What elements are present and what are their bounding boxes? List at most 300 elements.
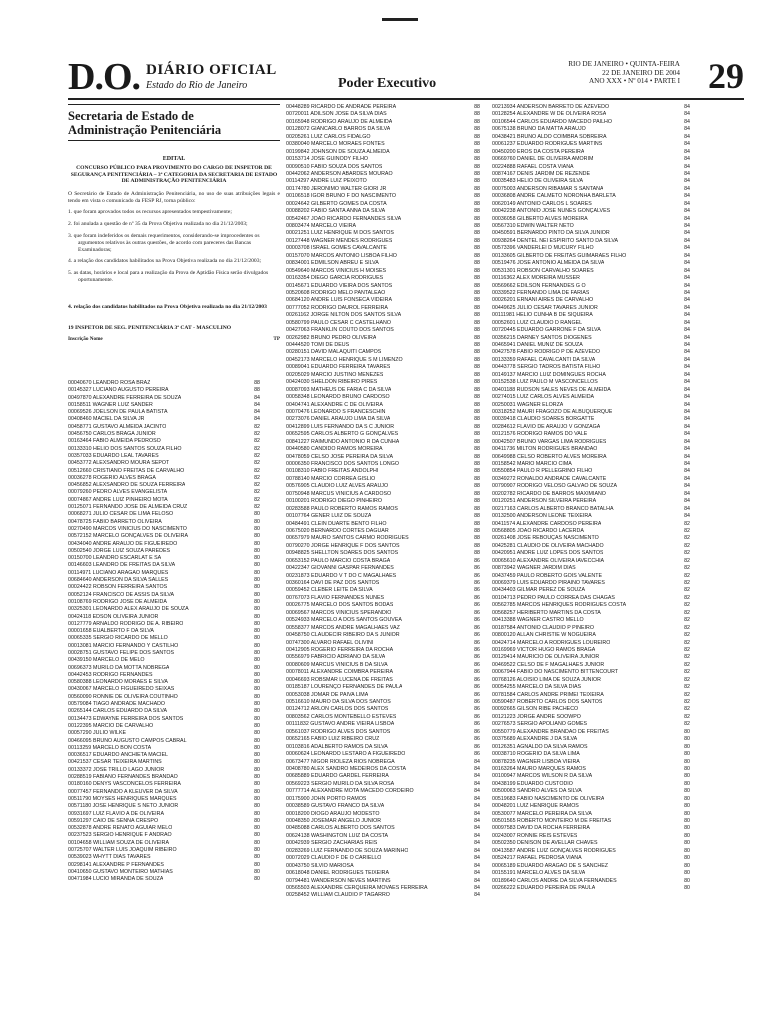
candidate-score: 80: [684, 884, 690, 891]
candidate-name: 00458771 GUSTAVO ALMEIDA JACINTO: [68, 423, 167, 430]
candidate-score: 80: [684, 832, 690, 839]
candidate-score: 84: [684, 356, 690, 363]
candidate-name: 00104658 WILLIAM SOUZA DE OLIVEIRA: [68, 839, 169, 846]
candidate-score: 84: [684, 490, 690, 497]
candidate-score: 86: [474, 691, 480, 698]
candidate-name: 00404741 ALEXANDRE C DE OLIVEIRA: [286, 401, 383, 408]
candidate-score: 88: [474, 111, 480, 118]
candidate-score: 82: [254, 482, 260, 489]
candidate-name: 00072029 CLAUDIO F DE O CARIELLO: [286, 855, 382, 862]
candidate-score: 80: [684, 818, 690, 824]
candidate-name: 00202782 RICARDO DE BARROS MAXIMIANO: [492, 490, 606, 497]
candidate-row: [286, 595, 480, 602]
notice-item: 1. que foram aprovados todos os recursos apresentados tempestivamente;: [68, 209, 232, 216]
candidate-name: 00108310 FABIO FREITAS ANDOLPHI: [286, 468, 379, 475]
candidate-row: [492, 751, 690, 758]
candidate-name: 00502350 DENISON DE AVELLAR CHAVES: [492, 840, 598, 847]
candidate-score: 82: [684, 691, 690, 698]
notice-item: 3. que foram indeferidos os demais requerimentos, considerando-se improcedentes os argumentos relativos às outras questões, de acordo com pareceres das Bancas Examinadoras;: [68, 232, 260, 253]
candidate-row: [68, 511, 260, 518]
candidate-score: 80: [254, 562, 260, 569]
candidate-name: 00542467 JOÃO RICARDO FERNANDES SILVA: [286, 215, 402, 222]
candidate-row: [286, 558, 480, 565]
notice-title: CONCURSO PÚBLICO PARA PROVIMENTO DO CARGO DE INSPETOR DE SEGURANÇA PENITENCIÁRIA – 3ª CATEGORIA DA SECRETARIA DE ESTADO DE ADMINISTRAÇÃO PENITENCIÁRIA: [70, 165, 278, 185]
candidate-name: 00356215 DARNEY SANTOS DIÓGENES: [492, 334, 592, 341]
candidate-name: 00132500 ANDERSON LEONE TEIXEIRA: [492, 513, 592, 520]
candidate-row: [68, 606, 260, 613]
candidate-score: 80: [254, 671, 260, 678]
candidate-name: 00185187 LOURENÇO FERNANDES DE PAULA: [286, 684, 403, 691]
candidate-score: 82: [684, 557, 690, 564]
candidate-row: [68, 679, 260, 686]
candidate-score: 82: [684, 669, 690, 676]
candidate-name: 00567310 EDWIN WALTER NETO: [492, 223, 574, 229]
candidate-name: 00237523 SERGIO HENRIQUE F ANDRÃO: [68, 832, 172, 839]
candidate-row: [286, 714, 480, 721]
candidate-score: 84: [474, 862, 480, 869]
candidate-name: 00569223 SÉRGIO MURILO DA SILVA ROSA: [286, 780, 395, 787]
candidate-score: 88: [474, 520, 480, 527]
candidate-name: 00424030 SHELDON RIBEIRO PIRES: [286, 379, 378, 386]
candidate-name: 00048350 JOSEMAR ANGELO JUNIOR: [286, 818, 382, 824]
candidate-score: 84: [684, 193, 690, 200]
candidate-name: 00080609 MARCUS VINICIUS B DA SILVA: [286, 661, 388, 668]
candidate-score: 82: [684, 632, 690, 639]
candidate-row: [286, 848, 480, 855]
candidate-score: 80: [254, 547, 260, 554]
candidate-row: [286, 305, 480, 312]
candidate-score: 88: [474, 394, 480, 401]
candidate-name: 00408460 MACIEL DA SILVA JR: [68, 416, 145, 423]
candidate-name: 00070476 LEONARDO S FRANCESCHIN: [286, 408, 386, 415]
candidate-score: 88: [474, 267, 480, 274]
candidate-row: [68, 431, 260, 438]
candidate-row: [286, 416, 480, 423]
candidate-score: 88: [474, 379, 480, 386]
candidate-name: 00048201 LUIZ HENRIQUE RAMOS: [492, 803, 579, 810]
candidate-name: 00038710 ROGÉRIO DA SILVA LIMA: [492, 751, 580, 758]
candidate-score: 80: [254, 810, 260, 817]
candidate-name: 00280151 DAVID MALAQUITI CAMPOS: [286, 349, 382, 356]
candidate-name: 00669760 DANIEL DE OLIVEIRA AMORIM: [492, 156, 594, 163]
candidate-row: [492, 275, 690, 282]
candidate-score: 84: [684, 468, 690, 475]
candidate-row: [492, 268, 690, 275]
candidate-score: 80: [684, 758, 690, 765]
candidate-name: 00003708 ISRAEL GOMES CAVALCANTE: [286, 245, 387, 252]
candidate-name: 00571180 JOSÉ HENRIQUE S NETO JÚNIOR: [68, 803, 179, 810]
candidate-name: 00437459 PAULO ROBERTO GOIS VALENTE: [492, 572, 603, 579]
candidate-name: 00163264 MAURO MARQUES RAMOS: [492, 765, 586, 772]
candidate-score: 84: [254, 409, 260, 416]
candidate-row: [492, 260, 690, 267]
candidate-row: [286, 640, 480, 647]
candidate-score: 80: [254, 701, 260, 708]
candidate-name: 00150700 LEANDRO ESCARLAT E SÁ: [68, 555, 162, 562]
candidate-score: 86: [474, 602, 480, 609]
candidate-score: 84: [684, 371, 690, 378]
candidate-score: 88: [474, 208, 480, 215]
candidate-name: 00684120 ANDRÉ LUIS FONSECA VIDEIRA: [286, 297, 392, 304]
candidate-row: [492, 863, 690, 870]
candidate-row: [286, 744, 480, 751]
candidate-name: 00448289 RICARDO DE ANDRADE PEREIRA: [286, 104, 397, 110]
candidate-row: [68, 745, 260, 752]
candidate-row: [492, 245, 690, 252]
list-column-headers: [68, 336, 280, 342]
candidate-name: 00569662 EDILSON FERNANDES G O: [492, 282, 586, 289]
candidate-row: [286, 216, 480, 223]
candidate-row: [492, 513, 690, 520]
candidate-score: 80: [254, 861, 260, 868]
candidate-name: 00421537 CÉSAR TEIXEIRA MARTINS: [68, 759, 162, 766]
candidate-row: [68, 475, 260, 482]
candidate-name: 00519476 JOSÉ ANTONIO ALMEIDA DA SILVA: [492, 260, 605, 267]
candidate-row: [492, 840, 690, 847]
candidate-name: 00067944 FÁBIO DO NASCIMENTO BITTENCOURT: [492, 669, 619, 676]
candidate-name: 00114297 ANDRÉ LUIZ PEIXOTO: [286, 178, 367, 185]
candidate-score: 80: [254, 766, 260, 773]
candidate-score: 82: [254, 431, 260, 438]
candidate-row: [68, 548, 260, 555]
candidate-score: 82: [684, 594, 690, 601]
candidate-score: 80: [254, 715, 260, 722]
candidate-row: [68, 562, 260, 569]
candidate-score: 88: [474, 513, 480, 520]
candidate-name: 00530077 MARCELO PEREIRA DA SILVA: [492, 810, 592, 817]
candidate-name: 00187584 ANTONIO CLÁUDIO P PINEIRO: [492, 624, 594, 631]
candidate-name: 00420951 ANDRÉ LUIZ LOPES DOS SANTOS: [492, 550, 604, 557]
candidate-score: 84: [474, 795, 480, 802]
notice-item: 2. foi anulada a questão de nº 35 da Prova Objetiva realizada no dia 21/12/2003;: [68, 221, 248, 228]
candidate-name: 00133372 JOSÉ TRILLO LAGO JÚNIOR: [68, 766, 165, 773]
candidate-name: 00153714 JOSÉ GUINODY FILHO: [286, 156, 369, 163]
candidate-row: [286, 119, 480, 126]
candidate-name: 00107764 GENER LUIZ DE SOUZA: [286, 513, 372, 520]
candidate-row: [286, 283, 480, 290]
candidate-score: 86: [474, 713, 480, 720]
issue-number: ANO XXX • Nº 014 • PARTE I: [588, 77, 680, 86]
candidate-score: 88: [474, 215, 480, 222]
candidate-score: 88: [474, 148, 480, 155]
candidate-name: 00442453 RODRIGO FERNANDES: [68, 671, 153, 678]
candidate-row: [286, 543, 480, 550]
candidate-row: [286, 811, 480, 818]
candidate-score: 84: [684, 401, 690, 408]
candidate-row: [492, 543, 690, 550]
candidate-score: 82: [684, 661, 690, 668]
candidate-score: 80: [254, 620, 260, 627]
candidate-name: 00021251 LUIZ HENRIQUE M DOS SANTOS: [286, 230, 394, 237]
candidate-name: 00478725 FÁBIO BARRETO OLIVEIRA: [68, 518, 162, 525]
candidate-row: [68, 453, 260, 460]
candidate-row: [492, 855, 690, 862]
candidate-score: 80: [254, 598, 260, 605]
candidate-row: [492, 483, 690, 490]
candidate-name: 00931697 LUIZ FLÁVIO A DE OLIVEIRA: [68, 810, 164, 817]
candidate-row: [68, 832, 260, 839]
candidate-score: 86: [474, 706, 480, 713]
candidate-row: [492, 662, 690, 669]
candidate-name: 00591297 CAIO DE SENNA CRESPO: [68, 817, 159, 824]
candidate-score: 86: [474, 594, 480, 601]
candidate-score: 88: [474, 185, 480, 192]
candidate-name: 00001658 EUALBERTO F DA SILVA: [68, 628, 154, 635]
candidate-name: 00720445 EDUARDO GARRONE F DA SILVA: [492, 327, 601, 334]
candidate-score: 80: [254, 511, 260, 518]
candidate-score: 88: [474, 126, 480, 133]
candidate-row: [492, 692, 690, 699]
candidate-row: [68, 811, 260, 818]
candidate-row: [286, 647, 480, 654]
candidate-row: [286, 379, 480, 386]
candidate-score: 82: [684, 565, 690, 572]
candidate-row: [492, 818, 690, 825]
candidate-name: 00274015 LUIZ CARLOS ALVES ALMEIDA: [492, 394, 595, 401]
notice-item: 5. as datas, horários e local para a realização da Prova de Aptidão Física serão divulgados oportunamente.: [68, 270, 269, 283]
candidate-score: 88: [474, 453, 480, 460]
candidate-row: [492, 454, 690, 461]
candidate-row: [286, 729, 480, 736]
candidate-row: [68, 701, 260, 708]
candidate-score: 86: [474, 617, 480, 624]
candidate-score: 88: [474, 483, 480, 490]
candidate-score: 86: [474, 684, 480, 691]
candidate-name: 00781584 CARLOS ANDRÉ PRIMEI TEIXEIRA: [492, 691, 604, 698]
candidate-name: 00380040 MARCELO MORAES FONTES: [286, 141, 385, 148]
candidate-score: 84: [684, 178, 690, 185]
candidate-name: 00057290 JÚLIO WILKE: [68, 730, 127, 737]
candidate-name: 00790270 JORGE HENRIQUE F DOS SANTOS: [286, 542, 400, 549]
candidate-row: [492, 640, 690, 647]
candidate-name: 00092665 GILSON RIBE PACHECO: [492, 706, 579, 713]
candidate-score: 84: [474, 803, 480, 810]
candidate-score: 84: [474, 877, 480, 884]
candidate-score: 88: [474, 527, 480, 534]
candidate-name: 00125071 FERNANDO JOSÉ DE ALMEIDA CRUZ: [68, 504, 188, 511]
candidate-name: 00270490 MARCOS VINÍCIUS DO NASCIMENTO: [68, 525, 187, 532]
candidate-row: [492, 602, 690, 609]
candidate-score: 84: [684, 237, 690, 244]
candidate-row: [286, 372, 480, 379]
candidate-row: [286, 699, 480, 706]
candidate-row: [492, 833, 690, 840]
candidate-name: 00471984 LUCIO MIRANDA DE SOUZA: [68, 876, 164, 883]
candidate-name: 00149137 MARCIO LUIZ DOMINGUES ROCHA: [492, 371, 606, 378]
candidate-name: 00524933 MARCELO A DOS SANTOS GOUVEA: [286, 617, 402, 624]
candidate-row: [492, 402, 690, 409]
candidate-row: [286, 796, 480, 803]
candidate-score: 84: [684, 304, 690, 311]
candidate-row: [68, 752, 260, 759]
candidate-row: [68, 577, 260, 584]
candidate-score: 80: [254, 628, 260, 635]
candidate-row: [492, 431, 690, 438]
candidate-row: [286, 290, 480, 297]
candidate-score: 88: [474, 408, 480, 415]
candidate-score: 84: [684, 148, 690, 155]
candidate-name: 00283269 LUIZ FERNANDO DE SOUZA MARINHO: [286, 847, 409, 854]
candidate-row: [492, 610, 690, 617]
candidate-name: 00024422 ROBSON FERREIRA SANTOS: [68, 584, 168, 591]
candidate-score: 88: [474, 431, 480, 438]
candidate-name: 00163354 DIEGO GARCIA RODRIGUES: [286, 275, 384, 282]
candidate-score: 80: [254, 825, 260, 832]
candidate-row: [492, 342, 690, 349]
candidate-row: [286, 171, 480, 178]
candidate-name: 00043750 SILVIO MARIOSA: [286, 862, 354, 869]
candidate-name: 00788140 MARCIO CORRÊA GISLIO: [286, 475, 376, 482]
candidate-name: 00413587 ANDRÉ LUIZ GONÇALVES RODRIGUES: [492, 847, 616, 854]
candidate-row: [286, 141, 480, 148]
candidate-score: 80: [254, 518, 260, 525]
candidate-score: 84: [684, 342, 690, 348]
organization-name-line2: Administração Penitenciária: [68, 123, 222, 137]
candidate-row: [68, 526, 260, 533]
candidate-row: [68, 643, 260, 650]
candidate-score: 82: [254, 504, 260, 511]
candidate-score: 80: [684, 751, 690, 758]
candidate-score: 82: [254, 460, 260, 467]
candidate-score: 82: [254, 496, 260, 503]
candidate-name: 00243007 RONNIE REIS ESTEVES: [492, 832, 578, 839]
candidate-score: 86: [474, 736, 480, 743]
candidate-name: 00443778 SÉRGIO TADROS BATISTA FILHO: [492, 364, 601, 371]
candidate-row: [286, 766, 480, 773]
candidate-row: [492, 625, 690, 632]
candidate-row: [286, 878, 480, 885]
candidate-row: [68, 497, 260, 504]
candidate-row: [68, 468, 260, 475]
candidate-row: [68, 825, 260, 832]
candidate-name: 00152538 LUIZ PAULO M VASCONCELLOS: [492, 379, 598, 386]
candidate-name: 00325301 LEONARDO ALEX ARAÚJO DE SOUZA: [68, 606, 189, 613]
candidate-name: 00108769 RODRIGO JOSÉ DE ALMEIDA: [68, 598, 167, 605]
column-header-name: Inscrição Nome: [68, 335, 103, 342]
candidate-score: 88: [474, 535, 480, 542]
candidate-score: 84: [684, 431, 690, 438]
candidate-row: [286, 156, 480, 163]
candidate-name: 00576905 CLAUDIO LUIZ ALVES ARAÚJO: [286, 483, 389, 490]
candidate-score: 82: [254, 445, 260, 452]
candidate-row: [492, 729, 690, 736]
candidate-name: 00413388 WAGNER CASTRO MELLO: [492, 617, 584, 624]
candidate-row: [492, 134, 690, 141]
candidate-row: [492, 617, 690, 624]
candidate-row: [286, 245, 480, 252]
candidate-name: 00558377 MARCOS ANDRÉ MAGALHÃES VAZ: [286, 624, 400, 631]
candidate-name: 00938264 DENTEL NEI ESPÍRITO SANTO DA SILVA: [492, 237, 619, 244]
candidate-row: [286, 275, 480, 282]
candidate-score: 84: [684, 349, 690, 356]
candidate-name: 00438199 EDUARDO CUSTODIO: [492, 780, 573, 787]
candidate-score: 88: [474, 297, 480, 304]
candidate-row: [492, 149, 690, 156]
candidate-name: 00768126 ALOÍSIO LIMA DE SOUZA JÚNIOR: [492, 676, 601, 683]
candidate-row: [68, 584, 260, 591]
candidate-score: 88: [474, 223, 480, 229]
candidate-name: 00453772 ALEXSANDRO MOURA SEPOT: [68, 460, 170, 467]
do-logo: D.O.: [68, 56, 140, 98]
candidate-name: 00175900 JOHN PORTO RAMOS: [286, 795, 367, 802]
candidate-score: 80: [254, 832, 260, 839]
masthead: [68, 58, 744, 100]
candidate-score: 84: [684, 438, 690, 445]
candidate-score: 86: [474, 580, 480, 586]
candidate-name: 00568257 HERIBERTO MARTINS DA COSTA: [492, 609, 601, 616]
candidate-row: [492, 803, 690, 810]
candidate-row: [68, 767, 260, 774]
candidate-name: 00127448 WAGNER MENDES RODRIGUES: [286, 237, 393, 244]
candidate-row: [286, 662, 480, 669]
candidate-name: 00054255 MARCELO DA SILVA DIAS: [492, 684, 582, 691]
candidate-row: [492, 372, 690, 379]
candidate-row: [68, 424, 260, 431]
candidate-score: 82: [684, 646, 690, 653]
candidate-row: [286, 126, 480, 133]
candidate-name: 00427063 FRANKLIN COUTO DOS SANTOS: [286, 327, 394, 334]
candidate-score: 80: [684, 840, 690, 847]
candidate-row: [286, 208, 480, 215]
candidate-score: 82: [684, 713, 690, 720]
candidate-row: [286, 751, 480, 758]
candidate-row: [492, 699, 690, 706]
candidate-name: 00145671 EDUARDO VIEIRA DOS SANTOS: [286, 282, 393, 289]
candidate-score: 80: [254, 555, 260, 562]
candidate-score: 80: [684, 788, 690, 795]
candidate-score: 82: [684, 572, 690, 579]
candidate-row: [286, 625, 480, 632]
candidate-row: [492, 796, 690, 803]
candidate-name: 00262982 BRUNO PEDRO OLIVEIRA: [286, 334, 377, 341]
candidate-row: [286, 521, 480, 528]
candidate-row: [68, 862, 260, 869]
candidate-score: 88: [474, 312, 480, 319]
candidate-row: [286, 587, 480, 594]
candidate-score: 80: [254, 788, 260, 795]
candidate-name: 00189640 CARLOS ANDRÉ DA SILVA FERNANDES: [492, 877, 617, 884]
candidate-name: 00360164 DAVI DE PAZ DOS SANTOS: [286, 580, 380, 586]
candidate-row: [286, 669, 480, 676]
candidate-name: 00261408 JOSÉ REBOUÇAS NASCIMENTO: [492, 535, 599, 542]
candidate-score: 80: [684, 877, 690, 884]
candidate-name: 00652165 FÁBIO LUIZ RIBEIRO CRUZ: [286, 736, 380, 743]
candidate-row: [286, 476, 480, 483]
candidate-name: 00078011 ALEXANDRE COIMBRA PEREIRA: [286, 669, 394, 676]
candidate-score: 84: [474, 758, 480, 765]
candidate-name: 00440580 CÂNDIDO RAMOS MOREIRA: [286, 446, 383, 453]
candidate-row: [68, 854, 260, 861]
candidate-row: [286, 349, 480, 356]
candidate-name: 00042939 SERGIO ZACHARIAS REIS: [286, 840, 378, 847]
candidate-row: [286, 535, 480, 542]
candidate-score: 88: [474, 327, 480, 334]
candidate-score: 80: [254, 774, 260, 781]
candidate-score: 84: [474, 832, 480, 839]
candidate-score: 80: [684, 862, 690, 869]
candidate-row: [492, 848, 690, 855]
candidate-row: [492, 238, 690, 245]
candidate-row: [492, 825, 690, 832]
candidate-row: [286, 186, 480, 193]
candidate-score: 80: [254, 708, 260, 715]
candidate-score: 80: [254, 642, 260, 649]
candidate-name: 00466095 BRUNO AUGUSTO CAMPOS CABRAL: [68, 737, 187, 744]
candidate-score: 86: [474, 676, 480, 683]
candidate-row: [68, 650, 260, 657]
candidate-row: [492, 387, 690, 394]
candidate-score: 84: [684, 275, 690, 282]
